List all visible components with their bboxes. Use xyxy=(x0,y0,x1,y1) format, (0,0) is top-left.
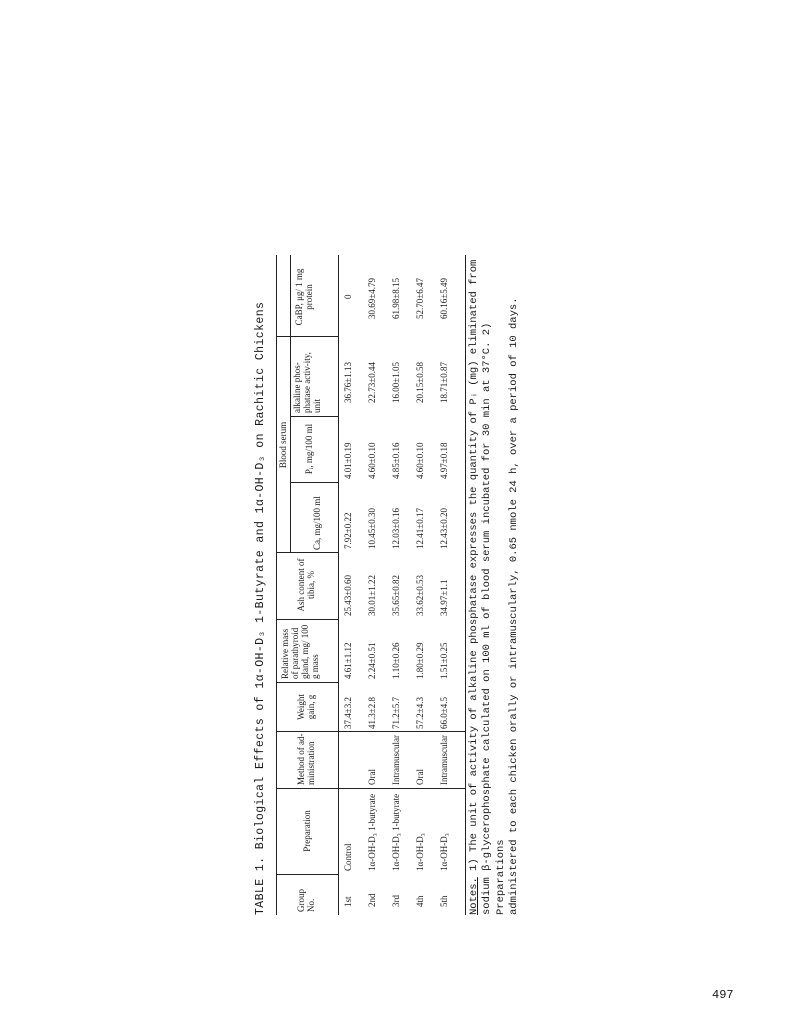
table-cell-alkaline-phosphatase: 36.76±1.13 xyxy=(343,362,353,403)
table-cell-group: 5th xyxy=(439,895,449,907)
header-alkaline-phosphatase: alkaline phos-phatase activ-ity, unit xyxy=(292,352,323,413)
table-cell-cabp: 52.70±6.47 xyxy=(415,278,425,319)
table-cell-cabp: 30.69±4.79 xyxy=(367,278,377,319)
table-cell-weight: 71.2±5.7 xyxy=(391,697,401,729)
header-ca: Ca, mg/100 ml xyxy=(312,496,322,550)
header-weight: Weight gain, g xyxy=(296,694,317,720)
col-rule xyxy=(290,482,338,483)
table-cell-method: Oral xyxy=(367,769,377,785)
table-cell-alkaline-phosphatase: 18.71±0.87 xyxy=(439,362,449,403)
table-cell-parathyroid: 1.10±0.26 xyxy=(391,642,401,679)
table-cell-group: 3rd xyxy=(391,895,401,907)
col-rule xyxy=(276,619,338,620)
table-cell-alkaline-phosphatase: 22.73±0.44 xyxy=(367,362,377,403)
col-rule xyxy=(276,788,338,789)
table-cell-preparation: 1α-OH-D₃ 1-butyrate xyxy=(367,793,377,871)
col-rule xyxy=(338,788,465,789)
table-cell-ca: 12.41±0.17 xyxy=(415,508,425,549)
col-rule xyxy=(276,682,338,683)
table-cell-method: Intramuscular xyxy=(439,735,449,785)
notes-line: administered to each chicken orally or intramuscularly, 0.65 nmole 24 h, over a period of 10 days. xyxy=(508,297,521,915)
col-rule xyxy=(338,731,465,732)
table-caption: TABLE 1. Biological Effects of 1α-OH-D₃ 1-Butyrate and 1α-OH-D₃ on Rachitic Chickens xyxy=(254,301,267,915)
rotated-page xyxy=(250,255,530,915)
table-cell-parathyroid: 1.80±0.29 xyxy=(415,642,425,679)
header-pi: Pᵢ, mg/100 ml xyxy=(304,423,314,475)
table-cell-pi: 4.97±0.18 xyxy=(439,442,449,479)
table-cell-ash: 33.62±0.53 xyxy=(415,575,425,616)
table-cell-weight: 37.4±3.2 xyxy=(343,697,353,729)
table-rule-header xyxy=(338,255,339,915)
table-cell-alkaline-phosphatase: 16.00±1.05 xyxy=(391,362,401,403)
table-cell-preparation: 1α-OH-D₃ xyxy=(415,833,425,871)
table-cell-method: Oral xyxy=(415,769,425,785)
header-parathyroid: Relative mass of parathyroid gland, mg/ 100 g mass xyxy=(280,624,321,679)
blood-serum-rule xyxy=(290,255,291,553)
table-cell-ash: 30.01±1.22 xyxy=(367,575,377,616)
table-cell-preparation: 1α-OH-D₃ 1-butyrate xyxy=(391,793,401,871)
table-notes xyxy=(468,255,522,915)
header-group-no: Group No. xyxy=(296,889,317,912)
table-cell-cabp: 0 xyxy=(343,294,353,299)
page-number: 497 xyxy=(712,988,734,1002)
table-cell-cabp: 61.98±8.15 xyxy=(391,278,401,319)
table-cell-preparation: Control xyxy=(343,843,353,871)
table-cell-pi: 4.85±0.16 xyxy=(391,442,401,479)
table-cell-ash: 35.65±0.82 xyxy=(391,575,401,616)
table-cell-group: 1st xyxy=(343,896,353,907)
data-table xyxy=(276,255,466,915)
table-cell-ca: 10.45±0.30 xyxy=(367,508,377,549)
col-rule xyxy=(276,731,338,732)
table-cell-ash: 25.43±0.60 xyxy=(343,575,353,616)
table-cell-pi: 4.60±0.10 xyxy=(415,442,425,479)
table-rule-bottom xyxy=(465,255,466,915)
table-cell-preparation: 1α-OH-D₃ xyxy=(439,833,449,871)
table-cell-pi: 4.60±0.10 xyxy=(367,442,377,479)
table-cell-pi: 4.01±0.19 xyxy=(343,442,353,479)
table-cell-method: Intramuscular xyxy=(391,735,401,785)
header-blood-serum: Blood serum xyxy=(278,421,288,469)
header-preparation: Preparation xyxy=(302,810,312,852)
notes-line: sodium β-glycerophosphate calculated on 100 ml of blood serum incubated for 30 min at 37°C. 2) Preparations xyxy=(481,322,507,915)
table-cell-parathyroid: 4.61±1.12 xyxy=(343,642,353,679)
table-cell-group: 2nd xyxy=(367,893,377,907)
table-cell-ash: 34.97±1.1 xyxy=(439,579,449,616)
table-cell-parathyroid: 1.51±0.25 xyxy=(439,642,449,679)
table-cell-parathyroid: 2.24±0.51 xyxy=(367,642,377,679)
notes-text: 1) The unit of activity of alkaline phosphatase expresses the quantity of Pᵢ (mg) eliminated from xyxy=(468,259,480,878)
header-ash: Ash content of tibia, % xyxy=(296,558,317,612)
header-method: Method of ad-ministration xyxy=(296,733,317,785)
table-cell-weight: 66.0±4.5 xyxy=(439,697,449,729)
col-rule xyxy=(290,416,338,417)
notes-line xyxy=(468,255,481,915)
table-cell-cabp: 60.16±5.49 xyxy=(439,278,449,319)
table-cell-weight: 41.3±2.8 xyxy=(367,697,377,729)
notes-label: Notes. xyxy=(468,877,480,915)
table-cell-ca: 12.03±0.16 xyxy=(391,508,401,549)
table-cell-alkaline-phosphatase: 20.15±0.58 xyxy=(415,362,425,403)
table-rule-top xyxy=(276,255,277,915)
table-cell-group: 4th xyxy=(415,895,425,907)
col-rule xyxy=(276,874,338,875)
table-cell-ca: 7.92±0.22 xyxy=(343,512,353,549)
table-cell-ca: 12.43±0.20 xyxy=(439,508,449,549)
header-cabp: CaBP, μg/ 1 mg protein xyxy=(294,268,315,326)
table-cell-weight: 57.2±4.3 xyxy=(415,697,425,729)
